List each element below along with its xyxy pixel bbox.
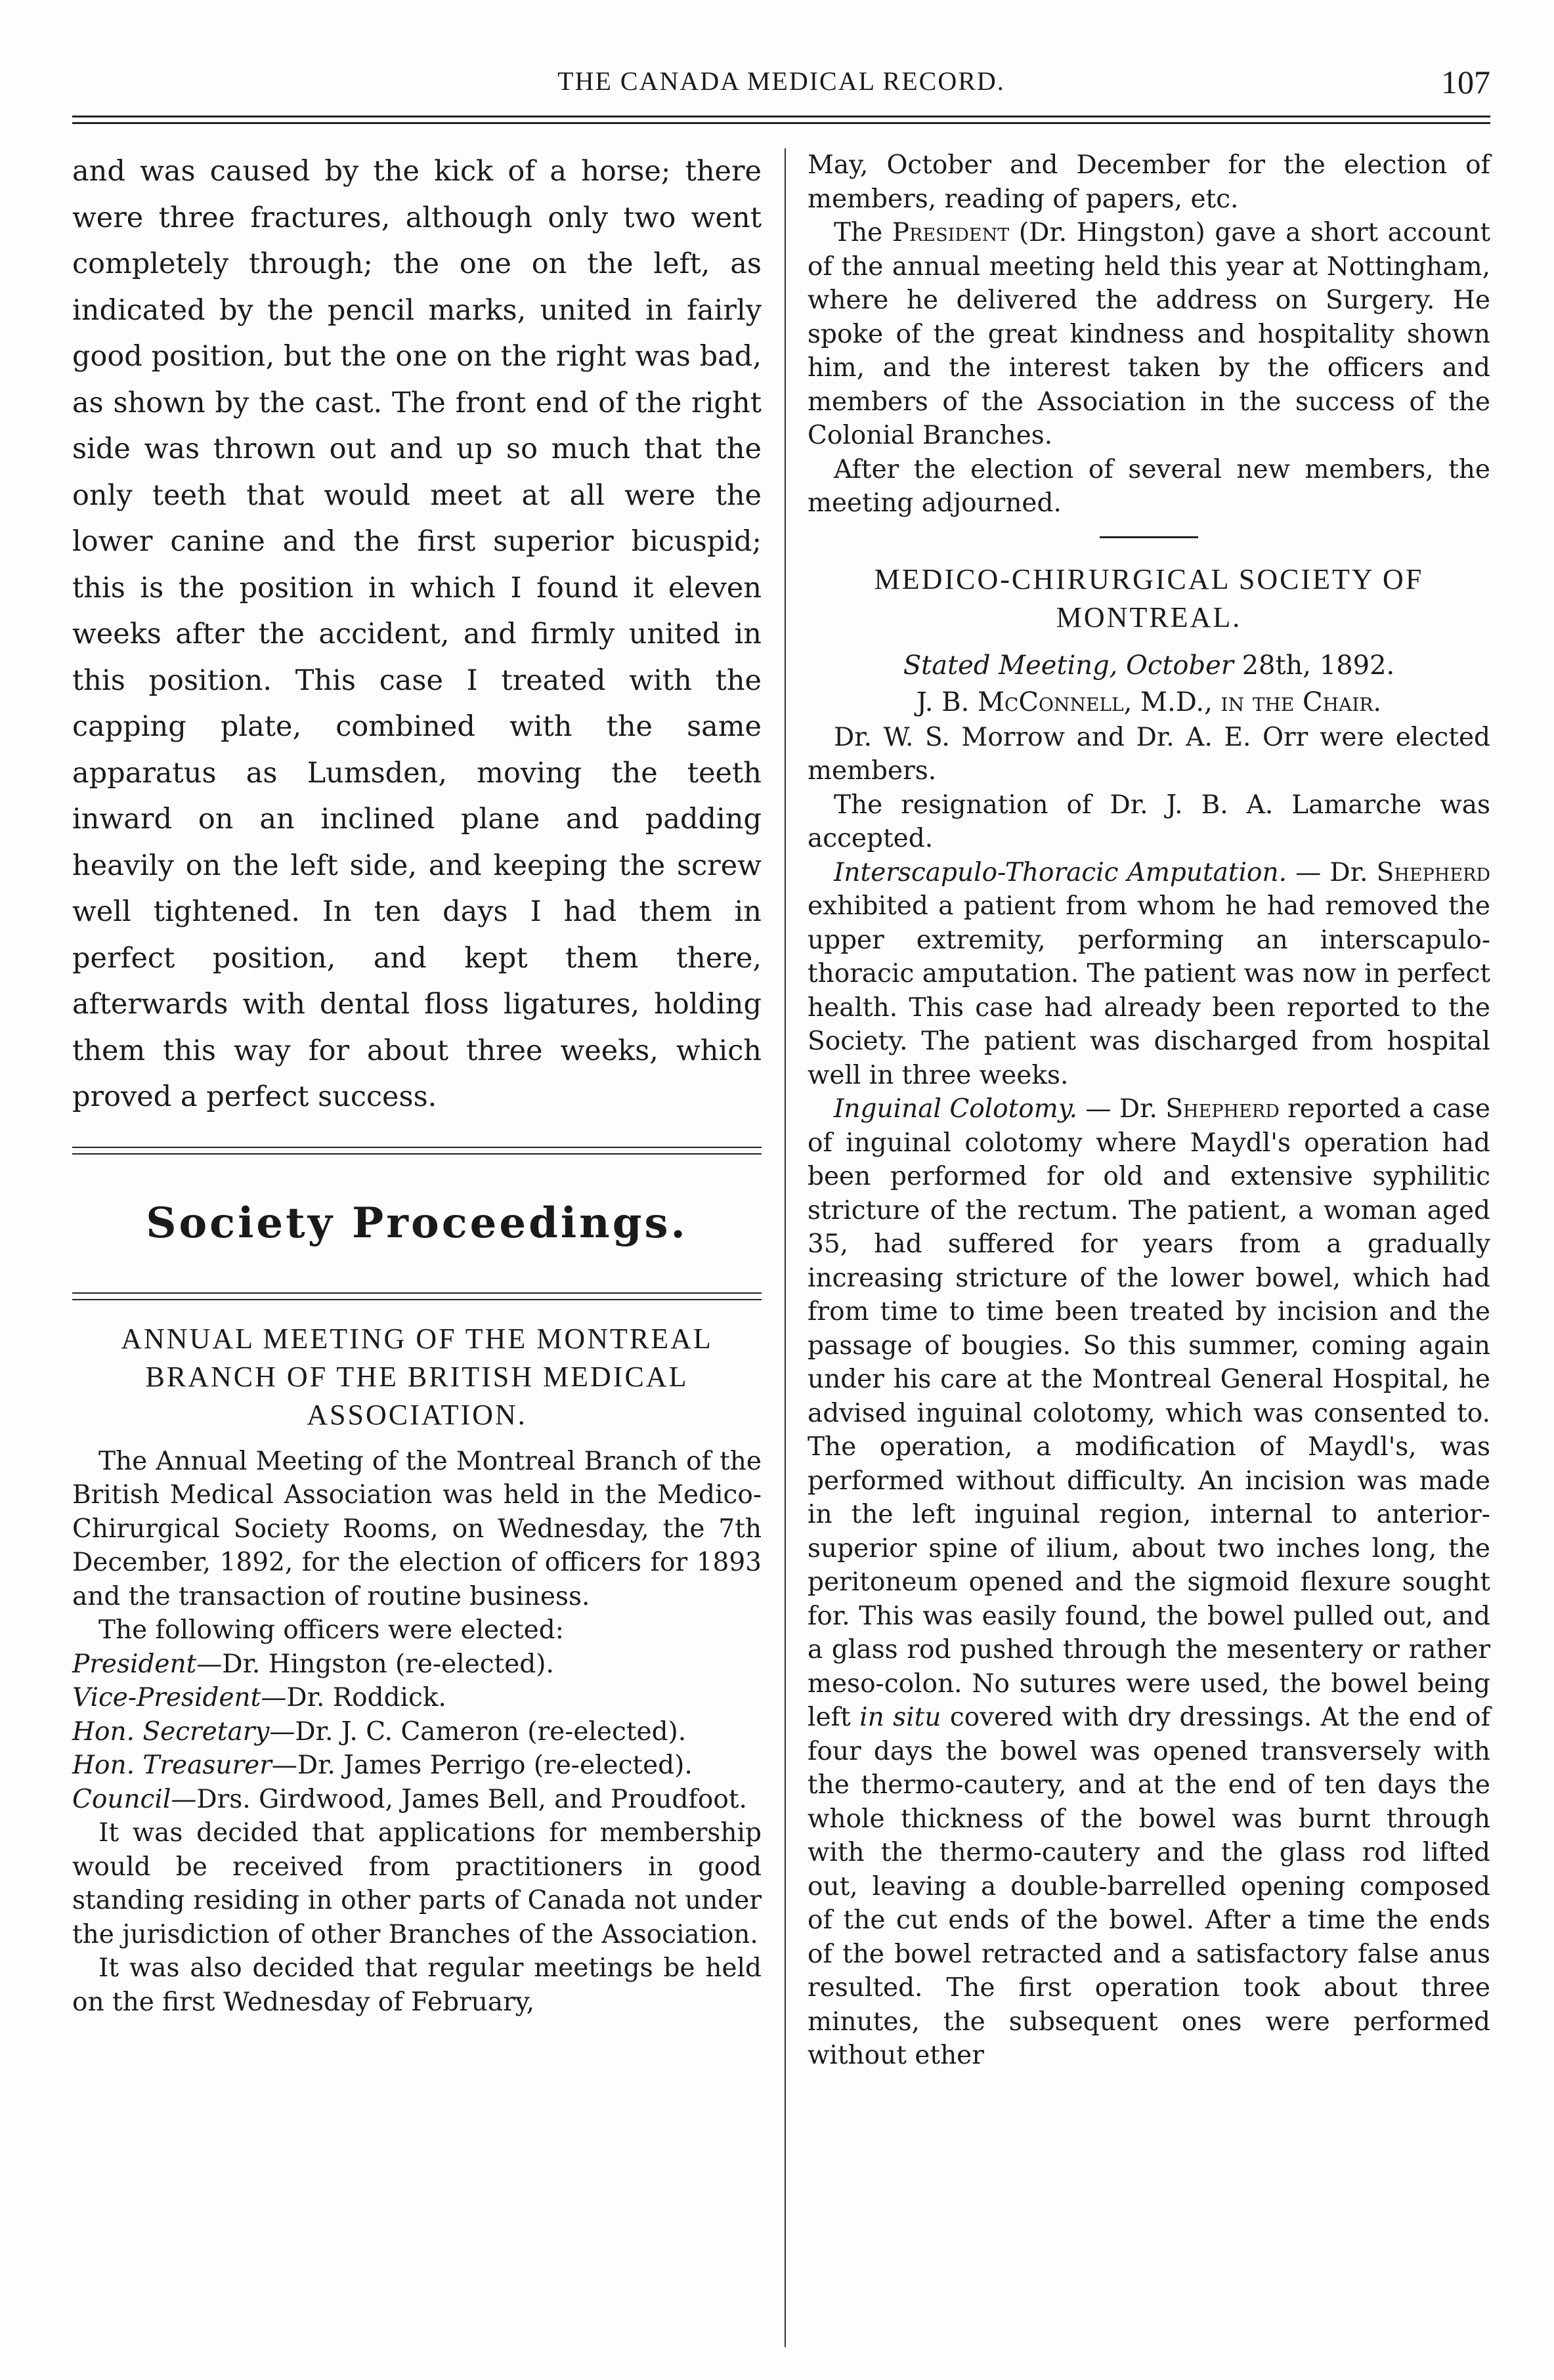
- resignation-paragraph: The resignation of Dr. J. B. A. Lamarche was accepted.: [808, 790, 1490, 853]
- continued-paragraph: and was caused by the kick of a horse; there were three fractures, although only two went completely through; the one on the left, as indicated by the pencil marks, united in fairly good position, but the one on the right was bad, as shown by the cast. The front end of the right side was thrown out and up so much that the only teeth that would meet at all were the lower canine and the first superior bicuspid; this is the position in which I found it eleven weeks after the accident, and firmly united in this position. This case I treated with the capping plate, combined with the same apparatus as Lumsden, moving the teeth inward on an inclined plane and padding heavily on the left side, and keeping the screw well tightened. In ten days I had them in perfect position, and kept them there, afterwards with dental floss ligatures, holding them this way for about three weeks, which proved a perfect success.: [72, 155, 762, 1113]
- page-number: 107: [1441, 64, 1490, 100]
- annual-meeting-heading: ANNUAL MEETING OF THE MONTREAL BRANCH OF THE BRITISH MEDICAL ASSOCIATION.: [121, 1322, 713, 1431]
- short-separator: [1100, 536, 1198, 538]
- header-rule-2: [72, 122, 1490, 124]
- adjourn-paragraph: After the election of several new members, the meeting adjourned.: [808, 454, 1490, 518]
- officer-council: Council—Drs. Girdwood, James Bell, and Proudfoot.: [72, 1784, 747, 1814]
- stated-meeting-line: Stated Meeting, October 28th, 1892.: [903, 650, 1395, 681]
- chair-line: J. B. McConnell, M.D., in the Chair.: [916, 687, 1382, 717]
- officer-secretary: Hon. Secretary—Dr. J. C. Cameron (re-elected).: [72, 1716, 687, 1747]
- left-column: [72, 148, 762, 2019]
- page-header: [72, 58, 1490, 110]
- header-rule: [72, 116, 1490, 117]
- meetings-paragraph: It was also decided that regular meetings be held on the first Wednesday of February,: [72, 1953, 762, 2017]
- president-paragraph: The President (Dr. Hingston) gave a short account of the annual meeting held this year at Nottingham, where he delivered the address on Surgery. He spoke of the great kindness and hospitality shown him, and the interest taken by the officers and members of the Association in the success of the Colonial Branches.: [808, 218, 1490, 450]
- officer-treasurer: Hon. Treasurer—Dr. James Perrigo (re-elected).: [72, 1751, 693, 1780]
- continued-meetings-paragraph: May, October and December for the election of members, reading of papers, etc.: [808, 150, 1490, 214]
- society-proceedings-banner: Society Proceedings.: [146, 1198, 688, 1248]
- column-divider: [785, 148, 786, 2347]
- officer-president: President—Dr. Hingston (re-elected).: [72, 1649, 554, 1679]
- officer-vice-president: Vice-President—Dr. Roddick.: [72, 1683, 446, 1712]
- case-colotomy-paragraph: Inguinal Colotomy. — Dr. Shepherd reported a case of inguinal colotomy where Maydl's operation had been performed for old and extensive syphilitic stricture of the rectum. The patient, a woman aged 35, had suffered for years from a gradually increasing stricture of the lower bowel, which had from time to time been treated by incision and the passage of bougies. So this summer, coming again under his care at the Montreal General Hospital, he advised inguinal colotomy, which was consented to. The operation, a modification of Maydl's, was performed without difficulty. An incision was made in the left inguinal region, internal to anterior-superior spine of ilium, about two inches long, the peritoneum opened and the sigmoid flexure sought for. This was easily found, the bowel pulled out, and a glass rod pushed through the mesentery or rather meso-colon. No sutures were used, the bowel being left in situ covered with dry dressings. At the end of four days the bowel was opened transversely with the thermo-cautery, and at the end of ten days the whole thickness of the bowel was burnt through with the thermo-cautery and the glass rod lifted out, leaving a double-barrelled opening composed of the cut ends of the bowel. After a time the ends of the bowel retracted and a satisfactory false anus resulted. The first operation took about three minutes, the subsequent ones were performed without ether: [808, 1094, 1490, 2070]
- section-rule-bottom: [72, 1292, 762, 1300]
- running-title: THE CANADA MEDICAL RECORD.: [557, 66, 1005, 96]
- medico-chirurgical-heading: MEDICO-CHIRURGICAL SOCIETY OF MONTREAL.: [874, 563, 1424, 633]
- members-paragraph: Dr. W. S. Morrow and Dr. A. E. Orr were elected members.: [808, 722, 1490, 786]
- right-column: [808, 148, 1490, 2073]
- section-rule-top: [72, 1147, 762, 1155]
- officers-intro: The following officers were elected:: [98, 1615, 564, 1645]
- membership-paragraph: It was decided that applications for membership would be received from practitioners in good standing residing in other parts of Canada not under the jurisdiction of other Branches of the Association.: [72, 1818, 762, 1949]
- annual-meeting-paragraph: The Annual Meeting of the Montreal Branch of the British Medical Association was held in the Medico-Chirurgical Society Rooms, on Wednesday, the 7th December, 1892, for the election of officers for 1893 and the transaction of routine business.: [72, 1446, 762, 1611]
- case-amputation-paragraph: Interscapulo-Thoracic Amputation. — Dr. Shepherd exhibited a patient from whom he had removed the upper extremity, performing an interscapulo-thoracic amputation. The patient was now in perfect health. This case had already been reported to the Society. The patient was discharged from hospital well in three weeks.: [808, 857, 1491, 1090]
